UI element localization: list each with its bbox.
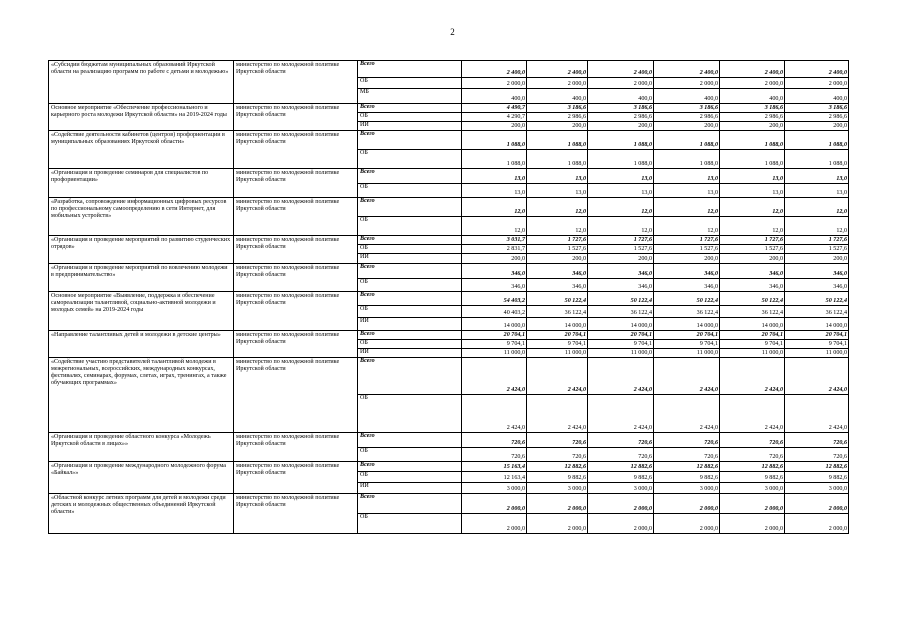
amount-cell: 14 000,0	[720, 318, 785, 331]
funding-source-cell: ОБ	[358, 395, 462, 433]
budget-table	[48, 60, 849, 534]
table-row	[49, 169, 849, 184]
funding-source-cell: МБ	[358, 89, 462, 104]
amount-cell: 9 882,6	[785, 472, 849, 483]
amount-cell: 346,0	[654, 264, 720, 279]
funding-source-cell: Всего	[358, 264, 462, 279]
funding-source-cell: ОБ	[358, 217, 462, 236]
amount-cell: 720,6	[588, 448, 654, 462]
amount-cell: 2 424,0	[654, 395, 720, 433]
amount-cell: 2 400,0	[462, 61, 527, 78]
amount-cell: 11 000,0	[720, 349, 785, 358]
amount-cell: 36 122,4	[527, 306, 588, 318]
amount-cell: 9 882,6	[527, 472, 588, 483]
table-row	[49, 292, 849, 306]
amount-cell: 1 727,6	[654, 236, 720, 245]
amount-cell: 1 088,0	[527, 150, 588, 169]
amount-cell: 720,6	[720, 448, 785, 462]
amount-cell: 200,0	[588, 122, 654, 131]
amount-cell: 346,0	[588, 279, 654, 292]
amount-cell: 2 400,0	[588, 61, 654, 78]
amount-cell: 2 986,6	[720, 113, 785, 122]
amount-cell: 13,0	[654, 169, 720, 184]
amount-cell: 200,0	[527, 122, 588, 131]
amount-cell: 2 986,6	[785, 113, 849, 122]
amount-cell: 1 088,0	[720, 131, 785, 150]
amount-cell: 20 704,1	[720, 331, 785, 340]
amount-cell: 20 704,1	[527, 331, 588, 340]
amount-cell: 14 000,0	[462, 318, 527, 331]
amount-cell: 13,0	[462, 169, 527, 184]
amount-cell: 1 088,0	[785, 150, 849, 169]
amount-cell: 9 704,1	[720, 340, 785, 349]
executor-cell: министерство по молодежной политике Иркутской области	[234, 236, 358, 264]
amount-cell: 1 527,6	[654, 245, 720, 254]
amount-cell: 11 000,0	[527, 349, 588, 358]
table-row	[49, 198, 849, 217]
amount-cell: 12 882,6	[720, 462, 785, 472]
funding-source-cell: Всего	[358, 494, 462, 514]
amount-cell: 346,0	[785, 264, 849, 279]
amount-cell: 12,0	[785, 198, 849, 217]
amount-cell: 2 831,7	[462, 245, 527, 254]
amount-cell: 3 000,0	[588, 483, 654, 494]
executor-cell: министерство по молодежной политике Иркутской области	[234, 494, 358, 534]
funding-source-cell: Всего	[358, 104, 462, 113]
amount-cell: 9 704,1	[527, 340, 588, 349]
amount-cell: 3 000,0	[527, 483, 588, 494]
amount-cell: 2 000,0	[462, 514, 527, 534]
amount-cell: 346,0	[654, 279, 720, 292]
amount-cell: 2 400,0	[527, 61, 588, 78]
amount-cell: 36 122,4	[785, 306, 849, 318]
table-row	[49, 494, 849, 514]
amount-cell: 2 000,0	[785, 78, 849, 89]
amount-cell: 12,0	[588, 198, 654, 217]
amount-cell: 9 704,1	[785, 340, 849, 349]
amount-cell: 50 122,4	[785, 292, 849, 306]
amount-cell: 13,0	[527, 184, 588, 198]
amount-cell: 50 122,4	[720, 292, 785, 306]
funding-source-cell: ОБ	[358, 514, 462, 534]
funding-source-cell: Всего	[358, 169, 462, 184]
amount-cell: 2 986,6	[588, 113, 654, 122]
amount-cell: 346,0	[527, 279, 588, 292]
amount-cell: 12,0	[720, 217, 785, 236]
amount-cell: 400,0	[527, 89, 588, 104]
funding-source-cell: Всего	[358, 358, 462, 395]
amount-cell: 12,0	[462, 198, 527, 217]
amount-cell: 1 088,0	[527, 131, 588, 150]
table-row	[49, 358, 849, 395]
amount-cell: 12 882,6	[527, 462, 588, 472]
amount-cell: 2 000,0	[588, 494, 654, 514]
amount-cell: 36 122,4	[720, 306, 785, 318]
amount-cell: 200,0	[654, 254, 720, 264]
amount-cell: 9 882,6	[720, 472, 785, 483]
funding-source-cell: Всего	[358, 292, 462, 306]
funding-source-cell: ОБ	[358, 184, 462, 198]
amount-cell: 2 424,0	[785, 358, 849, 395]
amount-cell: 14 000,0	[654, 318, 720, 331]
table-row	[49, 61, 849, 78]
amount-cell: 9 704,1	[654, 340, 720, 349]
amount-cell: 13,0	[588, 169, 654, 184]
amount-cell: 20 704,1	[785, 331, 849, 340]
amount-cell: 20 704,1	[462, 331, 527, 340]
amount-cell: 13,0	[588, 184, 654, 198]
amount-cell: 200,0	[785, 254, 849, 264]
amount-cell: 2 424,0	[462, 358, 527, 395]
executor-cell: министерство по молодежной политике Иркутской области	[234, 131, 358, 169]
amount-cell: 2 986,6	[654, 113, 720, 122]
amount-cell: 40 403,2	[462, 306, 527, 318]
amount-cell: 2 424,0	[720, 358, 785, 395]
funding-source-cell: ОБ	[358, 150, 462, 169]
activity-name-cell: «Областной конкурс летних программ для детей и молодежи среди детских и молодежных общественных объединений Иркутской области»	[49, 494, 234, 534]
amount-cell: 1 727,6	[785, 236, 849, 245]
table-row	[49, 104, 849, 113]
amount-cell: 12,0	[654, 217, 720, 236]
activity-name-cell: «Организация и проведение мероприятий по вовлечению молодежи в предпринимательство»	[49, 264, 234, 292]
amount-cell: 2 000,0	[527, 494, 588, 514]
amount-cell: 720,6	[785, 433, 849, 448]
amount-cell: 20 704,1	[654, 331, 720, 340]
amount-cell: 14 000,0	[588, 318, 654, 331]
funding-source-cell: Всего	[358, 131, 462, 150]
funding-source-cell: ИИ	[358, 483, 462, 494]
amount-cell: 346,0	[462, 279, 527, 292]
amount-cell: 2 424,0	[588, 358, 654, 395]
amount-cell: 1 727,6	[720, 236, 785, 245]
table-row	[49, 236, 849, 245]
amount-cell: 400,0	[462, 89, 527, 104]
amount-cell: 1 527,6	[527, 245, 588, 254]
amount-cell: 2 986,6	[527, 113, 588, 122]
amount-cell: 13,0	[785, 169, 849, 184]
funding-source-cell: ИИ	[358, 122, 462, 131]
amount-cell: 200,0	[720, 122, 785, 131]
amount-cell: 9 882,6	[654, 472, 720, 483]
amount-cell: 12,0	[785, 217, 849, 236]
amount-cell: 12,0	[462, 217, 527, 236]
amount-cell: 2 000,0	[654, 514, 720, 534]
amount-cell: 11 000,0	[588, 349, 654, 358]
funding-source-cell: ОБ	[358, 78, 462, 89]
amount-cell: 3 186,6	[527, 104, 588, 113]
amount-cell: 3 000,0	[720, 483, 785, 494]
amount-cell: 2 424,0	[527, 395, 588, 433]
amount-cell: 12 882,6	[785, 462, 849, 472]
amount-cell: 720,6	[462, 433, 527, 448]
funding-source-cell: ИИ	[358, 254, 462, 264]
amount-cell: 1 727,6	[527, 236, 588, 245]
amount-cell: 13,0	[720, 169, 785, 184]
amount-cell: 2 400,0	[785, 61, 849, 78]
amount-cell: 12,0	[527, 217, 588, 236]
funding-source-cell: Всего	[358, 462, 462, 472]
amount-cell: 720,6	[527, 433, 588, 448]
executor-cell: министерство по молодежной политике Иркутской области	[234, 331, 358, 358]
funding-source-cell: ОБ	[358, 245, 462, 254]
amount-cell: 2 424,0	[720, 395, 785, 433]
amount-cell: 1 088,0	[588, 131, 654, 150]
funding-source-cell: ИИ	[358, 318, 462, 331]
amount-cell: 346,0	[720, 264, 785, 279]
amount-cell: 200,0	[720, 254, 785, 264]
amount-cell: 50 122,4	[654, 292, 720, 306]
amount-cell: 13,0	[527, 169, 588, 184]
amount-cell: 1 727,6	[588, 236, 654, 245]
amount-cell: 200,0	[785, 122, 849, 131]
amount-cell: 720,6	[785, 448, 849, 462]
funding-source-cell: ОБ	[358, 448, 462, 462]
amount-cell: 1 088,0	[462, 131, 527, 150]
amount-cell: 13,0	[654, 184, 720, 198]
amount-cell: 200,0	[527, 254, 588, 264]
amount-cell: 2 400,0	[654, 61, 720, 78]
amount-cell: 13,0	[785, 184, 849, 198]
funding-source-cell: ОБ	[358, 340, 462, 349]
amount-cell: 11 000,0	[785, 349, 849, 358]
amount-cell: 50 122,4	[527, 292, 588, 306]
amount-cell: 3 186,6	[588, 104, 654, 113]
amount-cell: 14 000,0	[527, 318, 588, 331]
amount-cell: 2 000,0	[527, 78, 588, 89]
amount-cell: 3 031,7	[462, 236, 527, 245]
amount-cell: 200,0	[654, 122, 720, 131]
amount-cell: 720,6	[720, 433, 785, 448]
amount-cell: 2 424,0	[527, 358, 588, 395]
table-row	[49, 433, 849, 448]
activity-name-cell: «Направление талантливых детей и молодежи в детские центры»	[49, 331, 234, 358]
amount-cell: 720,6	[654, 448, 720, 462]
activity-name-cell: «Организация и проведение мероприятий по развитию студенческих отрядов»	[49, 236, 234, 264]
amount-cell: 2 424,0	[785, 395, 849, 433]
amount-cell: 2 000,0	[720, 494, 785, 514]
amount-cell: 11 000,0	[654, 349, 720, 358]
amount-cell: 9 704,1	[588, 340, 654, 349]
amount-cell: 2 424,0	[462, 395, 527, 433]
amount-cell: 2 400,0	[720, 61, 785, 78]
amount-cell: 200,0	[462, 122, 527, 131]
executor-cell: министерство по молодежной политике Иркутской области	[234, 292, 358, 331]
activity-name-cell: «Субсидии бюджетам муниципальных образований Иркутской области на реализацию программ по работе с детьми и молодежью»	[49, 61, 234, 104]
amount-cell: 2 000,0	[588, 78, 654, 89]
amount-cell: 346,0	[785, 279, 849, 292]
funding-source-cell: ОБ	[358, 472, 462, 483]
activity-name-cell: «Содействие деятельности кабинетов (центров) профориентации в муниципальных образованиях Иркутской области»	[49, 131, 234, 169]
amount-cell: 200,0	[462, 254, 527, 264]
amount-cell: 1 088,0	[588, 150, 654, 169]
executor-cell: министерство по молодежной политике Иркутской области	[234, 264, 358, 292]
amount-cell: 50 122,4	[588, 292, 654, 306]
amount-cell: 720,6	[588, 433, 654, 448]
amount-cell: 2 000,0	[720, 514, 785, 534]
activity-name-cell: «Организация и проведение международного молодежного форума «Байкал»»	[49, 462, 234, 494]
amount-cell: 346,0	[527, 264, 588, 279]
amount-cell: 12,0	[720, 198, 785, 217]
amount-cell: 9 704,1	[462, 340, 527, 349]
amount-cell: 1 088,0	[462, 150, 527, 169]
amount-cell: 15 163,4	[462, 462, 527, 472]
amount-cell: 346,0	[462, 264, 527, 279]
funding-source-cell: ОБ	[358, 279, 462, 292]
amount-cell: 720,6	[527, 448, 588, 462]
amount-cell: 13,0	[720, 184, 785, 198]
amount-cell: 2 000,0	[654, 494, 720, 514]
amount-cell: 20 704,1	[588, 331, 654, 340]
amount-cell: 2 000,0	[720, 78, 785, 89]
amount-cell: 2 000,0	[785, 494, 849, 514]
amount-cell: 400,0	[588, 89, 654, 104]
funding-source-cell: ИИ	[358, 349, 462, 358]
amount-cell: 9 882,6	[588, 472, 654, 483]
amount-cell: 3 186,6	[785, 104, 849, 113]
amount-cell: 4 490,7	[462, 104, 527, 113]
amount-cell: 200,0	[588, 254, 654, 264]
amount-cell: 2 000,0	[462, 494, 527, 514]
amount-cell: 2 000,0	[527, 514, 588, 534]
amount-cell: 12 882,6	[588, 462, 654, 472]
page-number: 2	[450, 27, 455, 37]
amount-cell: 2 000,0	[588, 514, 654, 534]
amount-cell: 12,0	[654, 198, 720, 217]
amount-cell: 12,0	[588, 217, 654, 236]
amount-cell: 36 122,4	[654, 306, 720, 318]
amount-cell: 2 000,0	[462, 78, 527, 89]
amount-cell: 2 000,0	[785, 514, 849, 534]
amount-cell: 12,0	[527, 198, 588, 217]
funding-source-cell: Всего	[358, 331, 462, 340]
funding-source-cell: Всего	[358, 61, 462, 78]
amount-cell: 3 186,6	[720, 104, 785, 113]
executor-cell: министерство по молодежной политике Иркутской области	[234, 169, 358, 198]
amount-cell: 720,6	[654, 433, 720, 448]
amount-cell: 3 000,0	[462, 483, 527, 494]
amount-cell: 11 000,0	[462, 349, 527, 358]
executor-cell: министерство по молодежной политике Иркутской области	[234, 198, 358, 236]
funding-source-cell: Всего	[358, 236, 462, 245]
amount-cell: 400,0	[654, 89, 720, 104]
funding-source-cell: ОБ	[358, 306, 462, 318]
amount-cell: 1 088,0	[720, 150, 785, 169]
amount-cell: 400,0	[720, 89, 785, 104]
amount-cell: 12 882,6	[654, 462, 720, 472]
amount-cell: 1 088,0	[654, 131, 720, 150]
funding-source-cell: ОБ	[358, 113, 462, 122]
activity-name-cell: «Содействие участию представителей талантливой молодежи в межрегиональных, всероссийских, международных конкурсах, фестивалях, семинарах, форумах, слетах, играх, тренингах, а также обучающих программах»	[49, 358, 234, 433]
executor-cell: министерство по молодежной политике Иркутской области	[234, 462, 358, 494]
amount-cell: 2 000,0	[654, 78, 720, 89]
amount-cell: 1 527,6	[785, 245, 849, 254]
table-row	[49, 264, 849, 279]
amount-cell: 400,0	[785, 89, 849, 104]
amount-cell: 346,0	[720, 279, 785, 292]
amount-cell: 1 088,0	[785, 131, 849, 150]
amount-cell: 4 290,7	[462, 113, 527, 122]
activity-name-cell: Основное мероприятие «Выявление, поддержка и обеспечение самореализации талантливой, социально-активной молодежи и молодых семей» на 2019-2024 годы	[49, 292, 234, 331]
amount-cell: 13,0	[462, 184, 527, 198]
table-row	[49, 331, 849, 340]
activity-name-cell: Основное мероприятие «Обеспечение профессионального и карьерного роста молодежи Иркутской области» на 2019-2024 годы	[49, 104, 234, 131]
amount-cell: 3 000,0	[654, 483, 720, 494]
amount-cell: 1 088,0	[654, 150, 720, 169]
activity-name-cell: «Разработка, сопровождение информационных цифровых ресурсов по профессиональному самоопределению в сети Интернет, для мобильных устройств»	[49, 198, 234, 236]
amount-cell: 14 000,0	[785, 318, 849, 331]
amount-cell: 720,6	[462, 448, 527, 462]
amount-cell: 36 122,4	[588, 306, 654, 318]
amount-cell: 1 527,6	[588, 245, 654, 254]
executor-cell: министерство по молодежной политике Иркутской области	[234, 358, 358, 433]
amount-cell: 346,0	[588, 264, 654, 279]
amount-cell: 3 000,0	[785, 483, 849, 494]
amount-cell: 2 424,0	[654, 358, 720, 395]
executor-cell: министерство по молодежной политике Иркутской области	[234, 433, 358, 462]
executor-cell: министерство по молодежной политике Иркутской области	[234, 61, 358, 104]
amount-cell: 2 424,0	[588, 395, 654, 433]
funding-source-cell: Всего	[358, 198, 462, 217]
activity-name-cell: «Организация и проведение областного конкурса «Молодежь Иркутской области в лицах»»	[49, 433, 234, 462]
activity-name-cell: «Организация и проведение семинаров для специалистов по профориентации»	[49, 169, 234, 198]
funding-source-cell: Всего	[358, 433, 462, 448]
amount-cell: 12 163,4	[462, 472, 527, 483]
table-row	[49, 131, 849, 150]
amount-cell: 1 527,6	[720, 245, 785, 254]
amount-cell: 54 403,2	[462, 292, 527, 306]
table-row	[49, 462, 849, 472]
amount-cell: 3 186,6	[654, 104, 720, 113]
executor-cell: министерство по молодежной политике Иркутской области	[234, 104, 358, 131]
